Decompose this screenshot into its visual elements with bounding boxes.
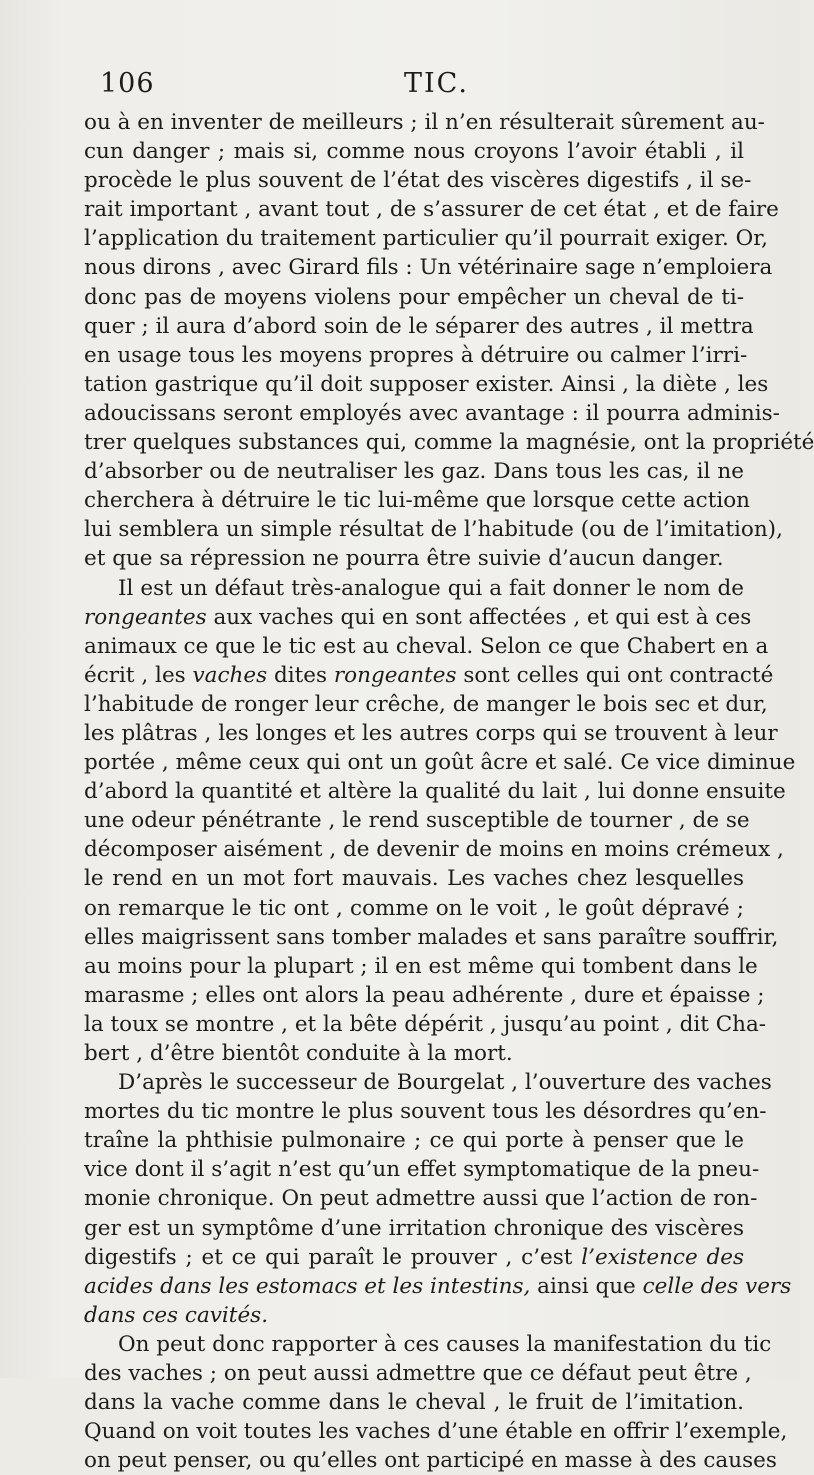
text-span: on peut penser, ou qu’elles ont participé en masse à des causes xyxy=(84,1448,777,1474)
text-line xyxy=(84,1446,777,1475)
text-line xyxy=(84,1243,744,1272)
text-line xyxy=(84,399,780,428)
text-line xyxy=(84,370,769,399)
text-line xyxy=(84,283,744,312)
text-line xyxy=(84,1126,744,1155)
text-span: procède le plus souvent de l’état des viscères digestifs , il se- xyxy=(84,168,752,194)
text-span: décomposer aisément , de devenir de moins en moins crémeux , xyxy=(84,837,784,863)
text-line xyxy=(84,253,773,282)
text-span: monie chronique. On peut admettre aussi que l’action de ron- xyxy=(84,1186,758,1212)
text-span: cherchera à détruire le tic lui-même que lorsque cette action xyxy=(84,488,751,514)
text-line xyxy=(84,1214,744,1243)
text-span: D’après le successeur de Bourgelat , l’ouverture des vaches xyxy=(118,1070,772,1096)
text-line xyxy=(84,1388,744,1417)
text-span: la toux se montre , et la bête dépérit , jusqu’au point , dit Cha- xyxy=(84,1011,767,1037)
page-header xyxy=(96,68,736,104)
text-span: le rend en un mot fort mauvais. Les vaches chez lesquelles xyxy=(84,866,744,892)
text-line xyxy=(84,777,786,806)
text-line xyxy=(84,661,774,690)
text-span: traîne la phthisie pulmonaire ; ce qui porte à penser que le xyxy=(84,1128,744,1154)
text-line xyxy=(84,1155,760,1184)
text-line xyxy=(84,952,758,981)
text-line xyxy=(84,457,744,486)
text-span: les plâtras , les longes et les autres corps qui se trouvent à leur xyxy=(84,720,778,746)
text-line xyxy=(84,108,765,137)
text-line xyxy=(84,1301,744,1330)
text-span: sont celles qui ont contracté xyxy=(456,662,774,688)
text-span: en usage tous les moyens propres à détruire ou calmer l’irri- xyxy=(84,342,748,368)
page-number: 106 xyxy=(100,68,155,99)
text-line xyxy=(84,894,744,923)
text-line xyxy=(84,1097,767,1126)
italic-text: celle des vers xyxy=(642,1273,792,1299)
text-span: digestifs ; et ce qui paraît le prouver , c’est xyxy=(84,1244,582,1270)
text-span: vice dont il s’agit n’est qu’un effet symptomatique de la pneu- xyxy=(84,1157,760,1183)
text-span: ainsi que xyxy=(530,1273,643,1299)
italic-text: dans ces cavités. xyxy=(84,1302,269,1328)
text-line xyxy=(84,312,754,341)
text-span: l’habitude de ronger leur crêche, de manger le bois sec et dur, xyxy=(84,691,768,717)
text-line xyxy=(84,544,744,573)
text-span: tation gastrique qu’il doit supposer exister. Ainsi , la diète , les xyxy=(84,371,769,397)
text-line xyxy=(84,835,784,864)
text-span: bert , d’être bientôt conduite à la mort. xyxy=(84,1041,513,1066)
text-span: trer quelques substances qui, comme la magnésie, ont la propriété xyxy=(84,430,814,456)
text-span: mortes du tic montre le plus souvent tous les désordres qu’en- xyxy=(84,1099,767,1125)
text-span: ou à en inventer de meilleurs ; il n’en résulterait sûrement au- xyxy=(84,110,765,135)
text-span: et que sa répression ne pourra être suivie d’aucun danger. xyxy=(84,546,724,572)
text-span: lui semblera un simple résultat de l’habitude (ou de l’imitation), xyxy=(84,517,783,543)
italic-text: acides dans les estomacs et les intestins, xyxy=(84,1273,531,1299)
italic-text: vaches xyxy=(192,662,268,688)
text-line xyxy=(84,864,744,893)
text-line xyxy=(84,574,744,603)
italic-text: rongeantes xyxy=(84,604,207,630)
text-span: dites xyxy=(267,662,334,688)
text-span: on remarque le tic ont , comme on le voit , le goût dépravé ; xyxy=(84,895,744,921)
text-line xyxy=(84,515,783,544)
text-span: portée , même ceux qui ont un goût âcre et salé. Ce vice diminue xyxy=(84,750,796,776)
text-span: cun danger ; mais si, comme nous croyons l’avoir établi , il xyxy=(84,139,744,165)
text-span: animaux ce que le tic est au cheval. Selon ce que Chabert en a xyxy=(84,633,769,659)
text-span: nous dirons , avec Girard fils : Un vétérinaire sage n’emploiera xyxy=(84,255,773,281)
text-line xyxy=(84,981,765,1010)
text-line xyxy=(84,1417,788,1446)
italic-text: l’existence des xyxy=(581,1244,744,1270)
text-line xyxy=(84,486,751,515)
text-line xyxy=(84,1184,758,1213)
text-span: donc pas de moyens violens pour empêcher un cheval de ti- xyxy=(84,284,744,310)
text-line xyxy=(84,1272,792,1301)
text-span: elles maigrissent sans tomber malades et sans paraître souffrir, xyxy=(84,924,779,950)
running-head: TIC. xyxy=(404,68,469,99)
text-span: une odeur pénétrante , le rend susceptible de tourner , de se xyxy=(84,808,750,834)
text-span: l’application du traitement particulier qu’il pourrait exiger. Or, xyxy=(84,226,768,252)
text-line xyxy=(84,1359,752,1388)
text-line xyxy=(84,166,752,195)
text-span: d’absorber ou de neutraliser les gaz. Dans tous les cas, il ne xyxy=(84,459,744,485)
text-line xyxy=(84,603,752,632)
text-span: au moins pour la plupart ; il en est même qui tombent dans le xyxy=(84,953,758,979)
text-line xyxy=(84,719,778,748)
text-span: marasme ; elles ont alors la peau adhérente , dure et épaisse ; xyxy=(84,982,765,1008)
text-line xyxy=(84,690,768,719)
text-line xyxy=(84,137,744,166)
italic-text: rongeantes xyxy=(333,662,457,688)
text-line xyxy=(84,1010,767,1039)
text-span: On peut donc rapporter à ces causes la manifestation du tic xyxy=(118,1331,772,1357)
text-span: d’abord la quantité et altère la qualité du lait , lui donne ensuite xyxy=(84,779,786,805)
text-line xyxy=(84,748,796,777)
text-line xyxy=(84,341,748,370)
text-line xyxy=(84,1039,744,1068)
text-span: écrit , les xyxy=(84,662,193,688)
text-line xyxy=(84,923,779,952)
text-line xyxy=(84,224,768,253)
text-span: adoucissans seront employés avec avantage : il pourra adminis- xyxy=(84,400,780,426)
text-line xyxy=(84,806,750,835)
text-line xyxy=(84,1330,772,1359)
text-line xyxy=(84,195,779,224)
text-span: dans la vache comme dans le cheval , le fruit de l’imitation. xyxy=(84,1390,744,1416)
text-span: quer ; il aura d’abord soin de le séparer des autres , il mettra xyxy=(84,313,754,339)
text-span: des vaches ; on peut aussi admettre que ce défaut peut être , xyxy=(84,1361,752,1387)
text-line xyxy=(84,1068,772,1097)
text-span: Quand on voit toutes les vaches d’une étable en offrir l’exemple, xyxy=(84,1419,788,1445)
body-text xyxy=(84,108,814,1475)
text-span: ger est un symptôme d’une irritation chronique des viscères xyxy=(84,1215,744,1241)
text-line xyxy=(84,632,769,661)
text-line xyxy=(84,428,814,457)
text-span: Il est un défaut très-analogue qui a fait donner le nom de xyxy=(118,575,744,601)
text-span: aux vaches qui en sont affectées , et qui est à ces xyxy=(206,604,752,630)
text-span: rait important , avant tout , de s’assurer de cet état , et de faire xyxy=(84,197,779,223)
